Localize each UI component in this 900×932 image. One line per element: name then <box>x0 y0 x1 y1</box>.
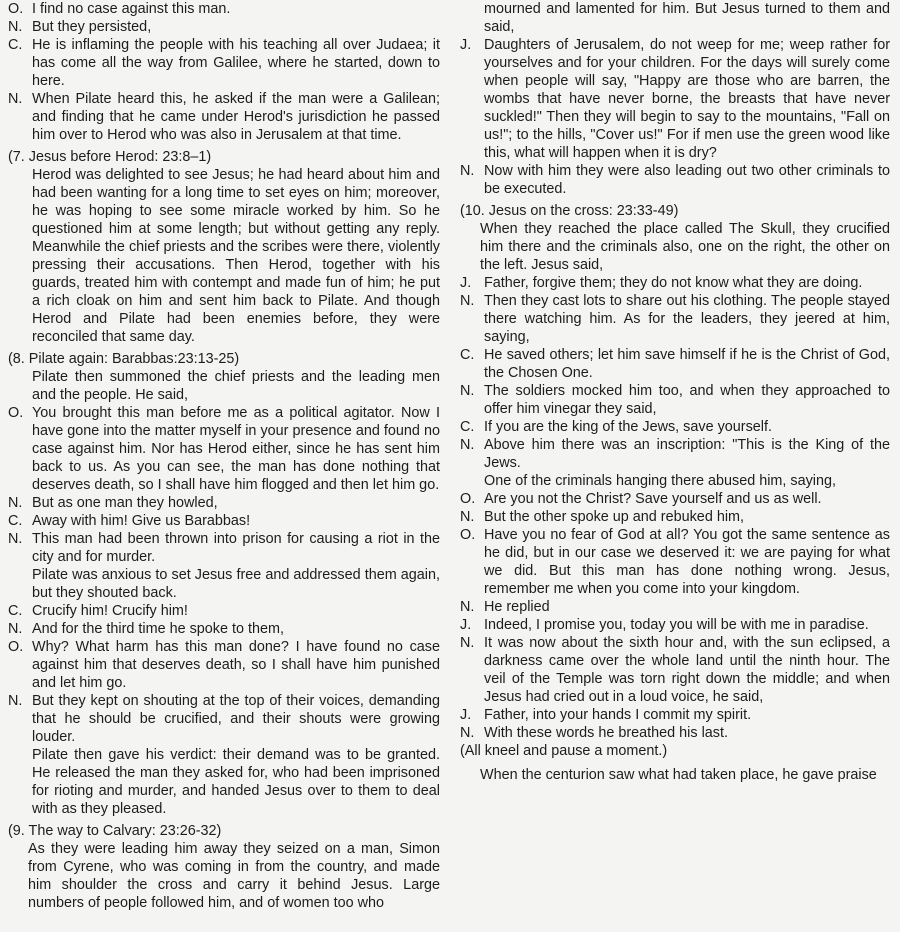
speaker-label: N. <box>8 91 23 107</box>
speaker-label: O. <box>460 527 476 543</box>
speaker-line <box>8 692 440 746</box>
speaker-line <box>8 602 440 620</box>
narration: mourned and lamented for him. But Jesus turned to them and said, <box>484 1 890 35</box>
speaker-text: It was now about the sixth hour and, with the sun eclipsed, a darkness came over the whole land until the ninth hour. The veil of the Temple was torn right down the middle; and when Jesus had cried out in a loud voice, he said, <box>484 635 890 705</box>
speaker-text: Away with him! Give us Barabbas! <box>32 513 251 529</box>
speaker-text: He saved others; let him save himself if he is the Christ of God, the Chosen One. <box>484 347 890 381</box>
speaker-text: Then they cast lots to share out his clothing. The people stayed there watching him. As for the leaders, they jeered at him, saying, <box>484 293 890 345</box>
speaker-label: N. <box>8 531 23 547</box>
speaker-label: J. <box>460 275 472 291</box>
speaker-label: N. <box>460 635 475 651</box>
speaker-label: O. <box>8 405 24 421</box>
speaker-text: But the other spoke up and rebuked him, <box>484 509 745 525</box>
speaker-label: J. <box>460 707 472 723</box>
speaker-text: He is inflaming the people with his teaching all over Judaea; it has come all the way from Galilee, where he started, down to here. <box>32 37 440 89</box>
speaker-line <box>460 526 890 598</box>
speaker-label: O. <box>8 1 24 17</box>
speaker-line <box>8 18 440 36</box>
speaker-line <box>460 616 890 634</box>
speaker-line <box>460 490 890 508</box>
speaker-line <box>8 36 440 90</box>
speaker-text: Daughters of Jerusalem, do not weep for me; weep rather for yourselves and for your children. For the days will surely come when people will say, "Happy are those who are barren, the wombs that have never borne, the breasts that have never suckled!" Then they will begin to say to the mountains, "Fall on us!"; to the hills, "Cover us!" For if men use the green wood like this, what will happen when it is dry? <box>484 37 890 161</box>
speaker-label: N. <box>460 509 475 525</box>
speaker-label: J. <box>460 37 472 53</box>
speaker-line <box>8 0 440 18</box>
speaker-label: C. <box>8 603 23 619</box>
speaker-text: When Pilate heard this, he asked if the man were a Galilean; and finding that he came under Herod's jurisdiction he passed him over to Herod who was also in Jerusalem at that time. <box>32 91 440 143</box>
speaker-label: N. <box>8 495 23 511</box>
speaker-line <box>8 512 440 530</box>
speaker-line <box>8 620 440 638</box>
speaker-text: He replied <box>484 599 550 615</box>
speaker-label: N. <box>8 693 23 709</box>
speaker-line <box>460 292 890 346</box>
speaker-text: But they kept on shouting at the top of their voices, demanding that he should be crucified, and their shouts were growing louder. <box>32 693 440 745</box>
speaker-line <box>8 494 440 512</box>
speaker-line <box>460 382 890 418</box>
speaker-label: N. <box>460 383 475 399</box>
speaker-label: O. <box>460 491 476 507</box>
speaker-label: C. <box>460 419 475 435</box>
speaker-label: O. <box>8 639 24 655</box>
speaker-text: Father, into your hands I commit my spirit. <box>484 707 752 723</box>
speaker-text: Are you not the Christ? Save yourself and us as well. <box>484 491 822 507</box>
speaker-label: N. <box>460 725 475 741</box>
speaker-label: C. <box>460 347 475 363</box>
narration: When the centurion saw what had taken place, he gave praise <box>480 767 877 783</box>
narration: Herod was delighted to see Jesus; he had heard about him and had been wanting for a long time to set eyes on him; moreover, he was hoping to see some miracle worked by him. So he questioned him at some length; but without getting any reply. Meanwhile the chief priests and the scribes were there, violently pressing their accusations. Then Herod, together with his guards, treated him with contempt and made fun of him; he put a rich cloak on him and sent him back to Pilate. And though Herod and Pilate had been enemies before, they were reconciled that same day. <box>32 167 440 345</box>
narration: Pilate was anxious to set Jesus free and addressed them again, but they shouted back. <box>32 567 440 601</box>
speaker-label: N. <box>460 599 475 615</box>
speaker-label: N. <box>460 163 475 179</box>
speaker-line <box>8 638 440 692</box>
right-column <box>460 0 890 784</box>
section-heading: (8. Pilate again: Barabbas:23:13-25) <box>8 351 240 367</box>
section-heading: (10. Jesus on the cross: 23:33-49) <box>460 203 679 219</box>
section-heading: (9. The way to Calvary: 23:26-32) <box>8 823 222 839</box>
speaker-line <box>8 530 440 566</box>
speaker-text: Father, forgive them; they do not know what they are doing. <box>484 275 863 291</box>
speaker-label: J. <box>460 617 472 633</box>
speaker-line <box>460 162 890 198</box>
speaker-line <box>460 508 890 526</box>
narration: Pilate then gave his verdict: their demand was to be granted. He released the man they asked for, who had been imprisoned for rioting and murder, and handed Jesus over to them to deal with as they pleased. <box>32 747 440 817</box>
speaker-text: You brought this man before me as a political agitator. Now I have gone into the matter myself in your presence and found no case against him. Nor has Herod either, since he has sent him back to us. As you can see, the man has done nothing that deserves death, so I shall have him flogged and then let him go. <box>32 405 440 493</box>
speaker-text: With these words he breathed his last. <box>484 725 728 741</box>
speaker-line <box>460 274 890 292</box>
speaker-line <box>460 724 890 742</box>
speaker-line <box>460 436 890 472</box>
narration: When they reached the place called The Skull, they crucified him there and the criminals also, one on the right, the other on the left. Jesus said, <box>480 221 890 273</box>
speaker-text: But they persisted, <box>32 19 152 35</box>
speaker-text: Now with him they were also leading out two other criminals to be executed. <box>484 163 890 197</box>
speaker-text: Have you no fear of God at all? You got the same sentence as he did, but in our case we deserved it: we are paying for what we did. But this man has done nothing wrong. Jesus, remember me when you come into your kingdom. <box>484 527 890 597</box>
speaker-line <box>8 90 440 144</box>
speaker-label: N. <box>460 437 475 453</box>
narration: Pilate then summoned the chief priests and the leading men and the people. He said, <box>32 369 440 403</box>
speaker-text: Why? What harm has this man done? I have found no case against him that deserves death, so I shall have him punished and let him go. <box>32 639 440 691</box>
speaker-text: But as one man they howled, <box>32 495 218 511</box>
speaker-line <box>460 36 890 162</box>
speaker-label: N. <box>8 621 23 637</box>
speaker-line <box>460 706 890 724</box>
left-column <box>8 0 440 912</box>
speaker-line <box>460 346 890 382</box>
speaker-text: Crucify him! Crucify him! <box>32 603 188 619</box>
speaker-label: N. <box>460 293 475 309</box>
narration: As they were leading him away they seized on a man, Simon from Cyrene, who was coming in from the country, and made him shoulder the cross and carry it behind Jesus. Large numbers of people followed him, and of women too who <box>28 841 440 911</box>
speaker-text: I find no case against this man. <box>32 1 231 17</box>
speaker-text: The soldiers mocked him too, and when they approached to offer him vinegar they said, <box>484 383 890 417</box>
rubric: (All kneel and pause a moment.) <box>460 743 668 759</box>
speaker-text: This man had been thrown into prison for causing a riot in the city and for murder. <box>32 531 440 565</box>
speaker-line <box>460 634 890 706</box>
speaker-label: C. <box>8 513 23 529</box>
speaker-text: If you are the king of the Jews, save yourself. <box>484 419 772 435</box>
speaker-text: Above him there was an inscription: "This is the King of the Jews. <box>484 437 890 471</box>
speaker-line <box>460 418 890 436</box>
speaker-text: Indeed, I promise you, today you will be with me in paradise. <box>484 617 869 633</box>
speaker-line <box>460 598 890 616</box>
section-heading: (7. Jesus before Herod: 23:8–1) <box>8 149 212 165</box>
speaker-text: And for the third time he spoke to them, <box>32 621 284 637</box>
speaker-line <box>8 404 440 494</box>
speaker-label: N. <box>8 19 23 35</box>
narration: One of the criminals hanging there abused him, saying, <box>484 473 836 489</box>
speaker-label: C. <box>8 37 23 53</box>
